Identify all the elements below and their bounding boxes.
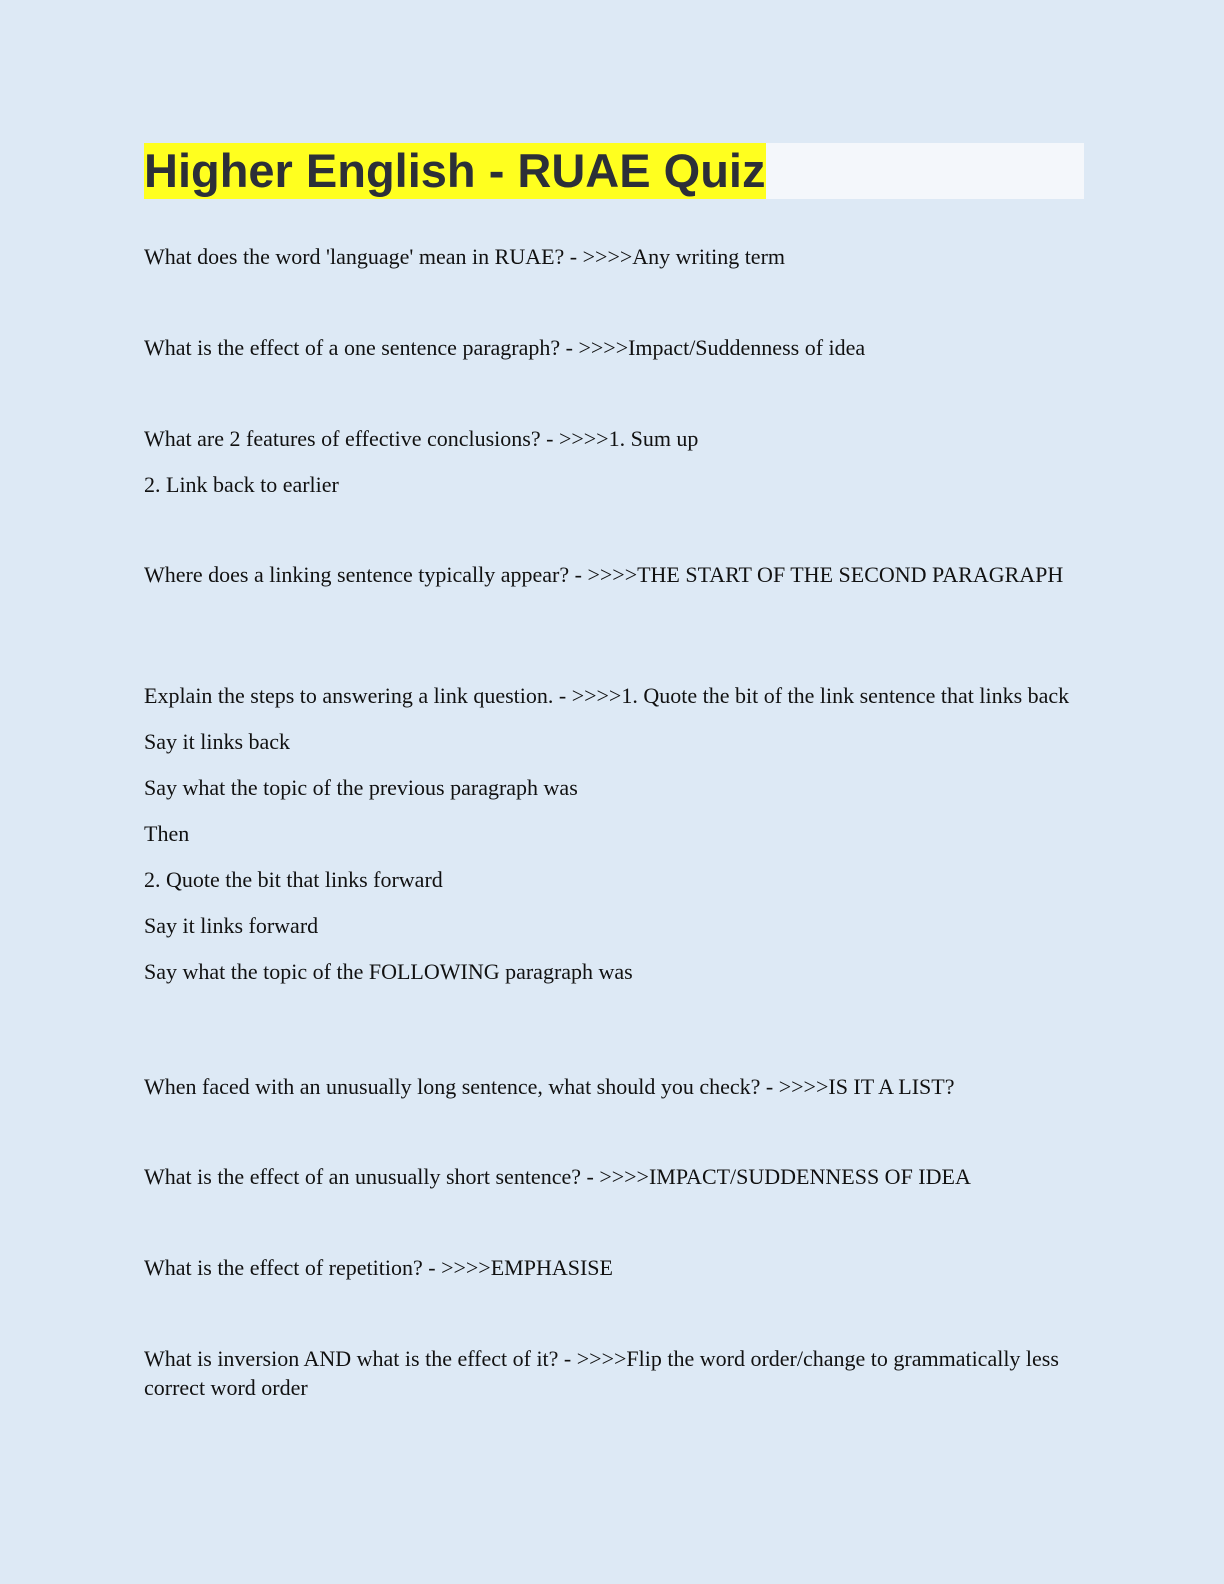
qa-item-8: [144, 1253, 1084, 1282]
qa-item-5: [144, 681, 1084, 986]
qa-line: Where does a linking sentence typically appear? - >>>>THE START OF THE SECOND PARAGRAPH: [144, 562, 1064, 587]
qa-line: Say it links forward: [144, 913, 319, 938]
page-title-text: Higher English - RUAE Quiz: [144, 144, 766, 197]
qa-line: Say it links back: [144, 729, 291, 754]
qa-line: What does the word 'language' mean in RUAE? - >>>>Any writing term: [144, 244, 786, 269]
qa-line: Say what the topic of the FOLLOWING paragraph was: [144, 959, 633, 984]
qa-line: What are 2 features of effective conclusions? - >>>>1. Sum up: [144, 426, 699, 451]
qa-item-9: [144, 1344, 1084, 1402]
qa-line: What is the effect of an unusually short sentence? - >>>>IMPACT/SUDDENNESS OF IDEA: [144, 1164, 971, 1189]
qa-item-7: [144, 1162, 1084, 1191]
qa-item-2: [144, 333, 1084, 362]
qa-item-3: [144, 424, 1084, 499]
qa-line: What is the effect of repetition? - >>>>EMPHASISE: [144, 1255, 613, 1280]
qa-line: Then: [144, 821, 190, 846]
qa-line: What is inversion AND what is the effect of it? - >>>>Flip the word order/change to grammatically less correct word order: [144, 1346, 1059, 1400]
qa-line: Explain the steps to answering a link question. - >>>>1. Quote the bit of the link sentence that links back: [144, 683, 1070, 708]
qa-line: Say what the topic of the previous paragraph was: [144, 775, 578, 800]
qa-line: When faced with an unusually long sentence, what should you check? - >>>>IS IT A LIST?: [144, 1074, 955, 1099]
qa-line: What is the effect of a one sentence paragraph? - >>>>Impact/Suddenness of idea: [144, 335, 866, 360]
qa-item-6: [144, 1072, 1084, 1101]
qa-item-4: [144, 560, 1084, 589]
qa-line: 2. Quote the bit that links forward: [144, 867, 443, 892]
qa-line: 2. Link back to earlier: [144, 472, 339, 497]
page-title: [144, 143, 766, 199]
qa-item-1: [144, 242, 1084, 271]
